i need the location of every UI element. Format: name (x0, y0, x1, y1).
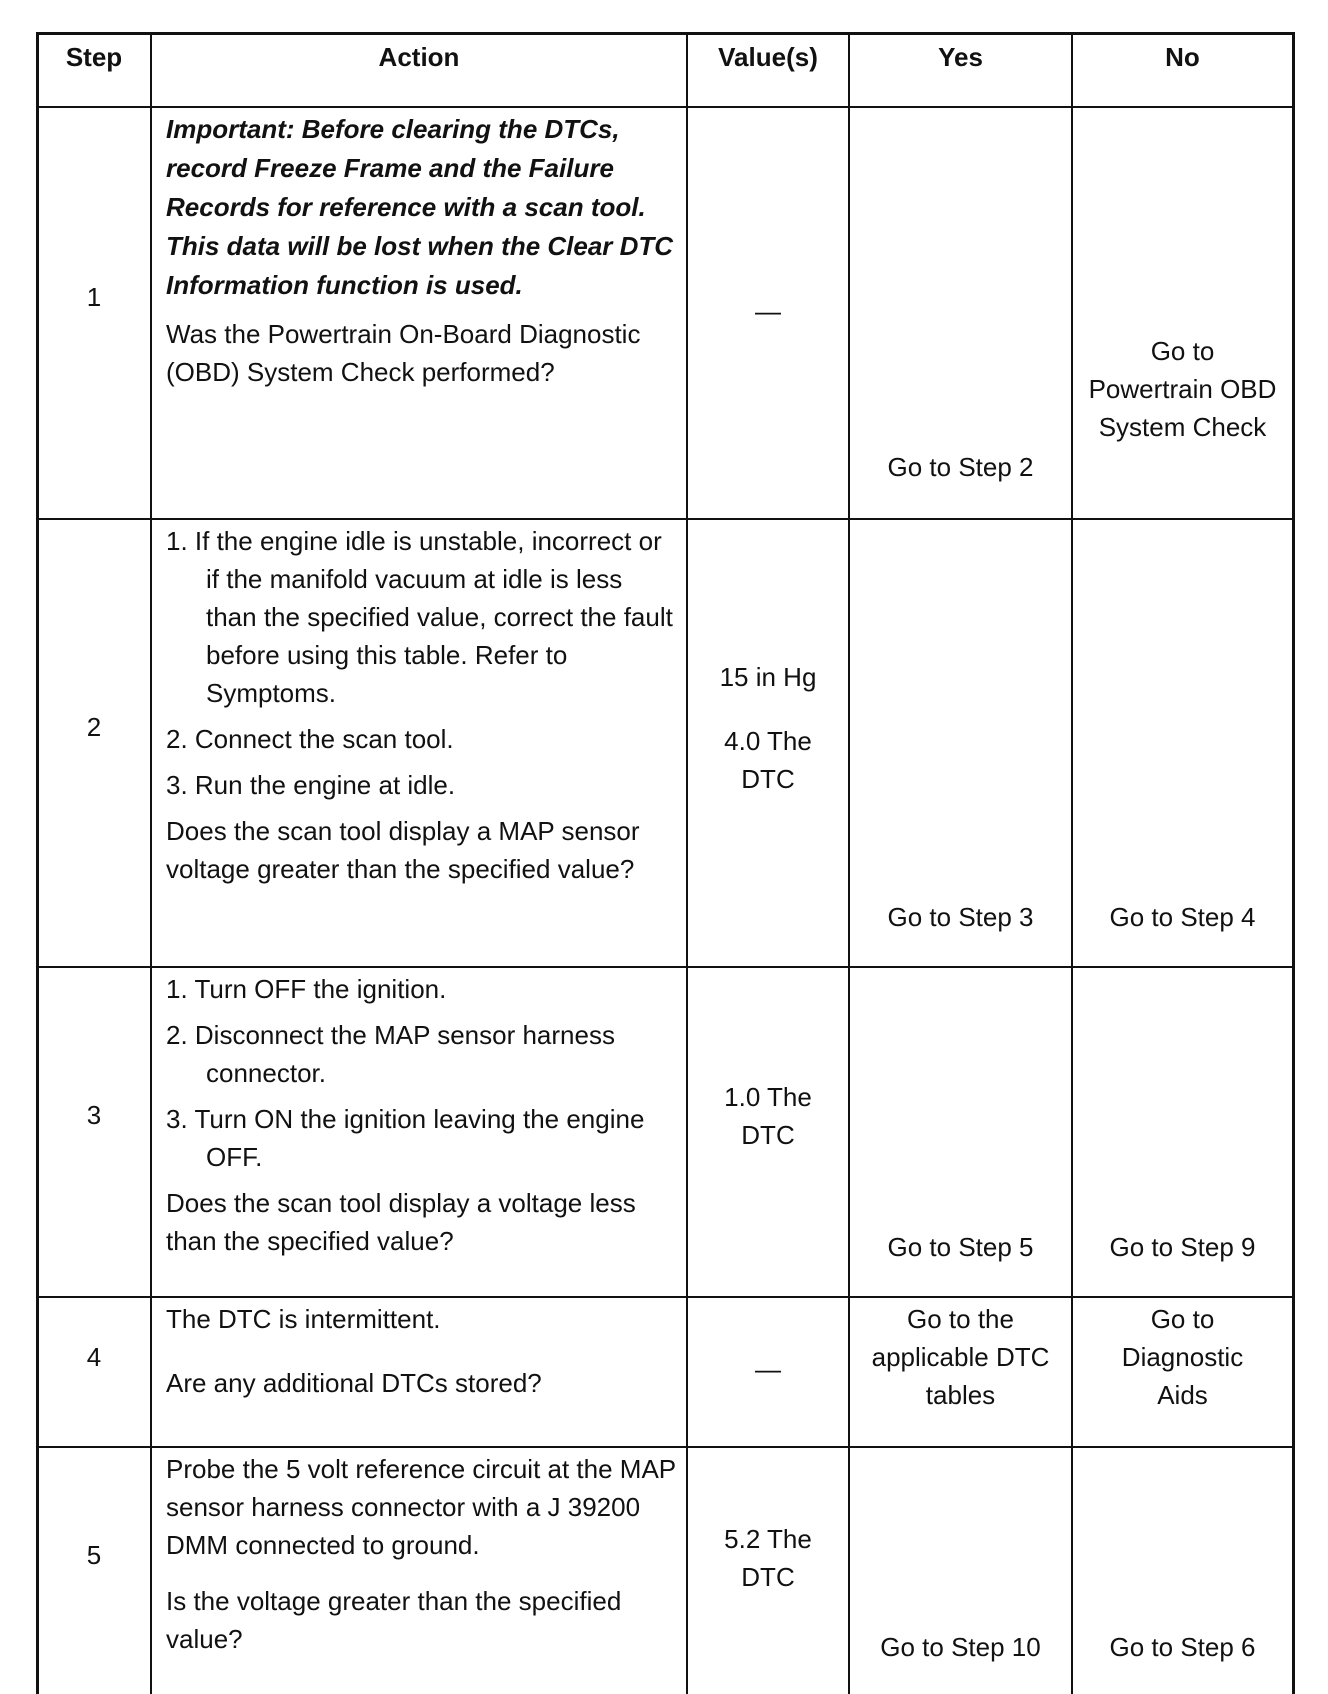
value-cell: 1.0 The DTC (724, 1082, 812, 1150)
header-step: Step (65, 42, 123, 72)
header-values: Value(s) (718, 42, 818, 72)
action-step-item: 1. Turn OFF the ignition. (166, 974, 447, 1004)
value-cell: — (755, 1354, 781, 1384)
no-cell: Go to Step 9 (1109, 1232, 1256, 1262)
column-divider (848, 33, 850, 1694)
column-divider (1071, 33, 1073, 1694)
row-divider (36, 1446, 1295, 1448)
action-question: Was the Powertrain On-Board Diagnostic (OBD) System Check performed? (166, 319, 641, 387)
action-step-item: 3. Turn ON the ignition leaving the engine OFF. (166, 1104, 645, 1172)
table-border-right (1292, 33, 1295, 1694)
no-cell: Go to Diagnostic Aids (1121, 1304, 1244, 1410)
action-question: Does the scan tool display a voltage less than the specified value? (166, 1188, 636, 1256)
value-cell: 4.0 The DTC (724, 726, 812, 794)
yes-cell: Go to Step 5 (887, 1232, 1034, 1262)
value-cell: 15 in Hg (719, 662, 817, 692)
action-cell (166, 1300, 676, 1402)
yes-cell: Go to Step 2 (887, 452, 1034, 482)
step-number: 2 (86, 712, 102, 742)
row-divider (36, 106, 1295, 108)
important-note: Important: Before clearing the DTCs, record Freeze Frame and the Failure Records for reference with a scan tool. This data will be lost when the Clear DTC Information function is used. (166, 114, 674, 300)
header-action: Action (378, 42, 460, 72)
action-step-item: 1. If the engine idle is unstable, incorrect or if the manifold vacuum at idle is less than the specified value, correct the fault before using this table. Refer to Symptoms. (166, 526, 673, 708)
action-text: Probe the 5 volt reference circuit at the MAP sensor harness connector with a J 39200 DMM connected to ground. (166, 1454, 676, 1560)
step-number: 4 (86, 1342, 102, 1372)
action-cell (166, 110, 676, 391)
no-cell: Go to Step 6 (1109, 1632, 1256, 1662)
step-number: 5 (86, 1540, 102, 1570)
header-yes: Yes (938, 42, 983, 72)
row-divider (36, 518, 1295, 520)
step-number: 1 (86, 282, 102, 312)
yes-cell: Go to Step 10 (880, 1632, 1041, 1662)
table-border-top (36, 32, 1295, 35)
step-number: 3 (86, 1100, 102, 1130)
action-cell (166, 1450, 676, 1658)
yes-cell: Go to the applicable DTC tables (871, 1304, 1050, 1410)
no-cell: Go to Step 4 (1109, 902, 1256, 932)
yes-cell: Go to Step 3 (887, 902, 1034, 932)
column-divider (150, 33, 152, 1694)
row-divider (36, 966, 1295, 968)
column-divider (686, 33, 688, 1694)
action-question: Does the scan tool display a MAP sensor voltage greater than the specified value? (166, 816, 640, 884)
action-step-item: 3. Run the engine at idle. (166, 770, 456, 800)
action-question: Are any additional DTCs stored? (166, 1368, 542, 1398)
action-cell (166, 970, 676, 1260)
action-text: The DTC is intermittent. (166, 1304, 441, 1334)
value-cell: — (755, 296, 781, 326)
row-divider (36, 1296, 1295, 1298)
no-cell: Go to Powertrain OBD System Check (1088, 336, 1277, 442)
action-cell (166, 522, 676, 888)
action-step-item: 2. Connect the scan tool. (166, 724, 454, 754)
action-question: Is the voltage greater than the specified value? (166, 1586, 622, 1654)
value-cell: 5.2 The DTC (724, 1524, 812, 1592)
header-no: No (1165, 42, 1200, 72)
action-step-item: 2. Disconnect the MAP sensor harness connector. (166, 1020, 615, 1088)
